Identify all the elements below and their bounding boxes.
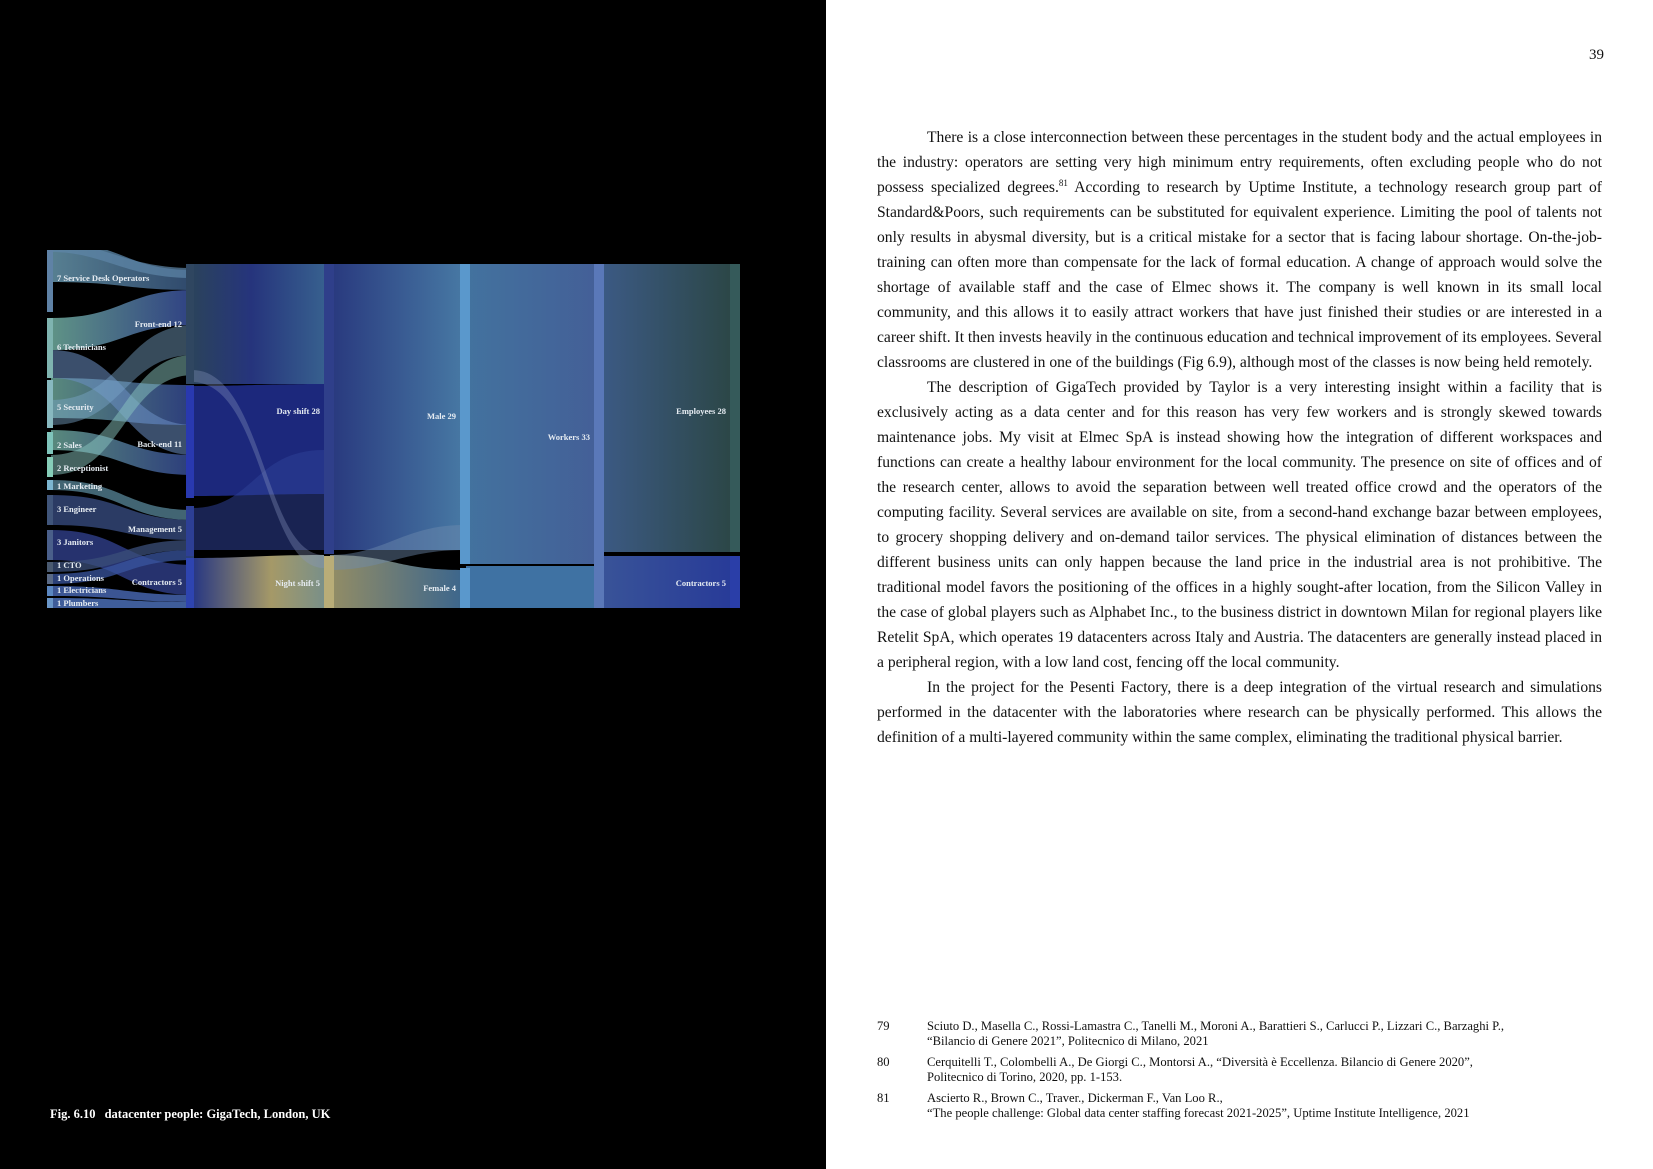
node-female — [460, 568, 470, 608]
footnote-line: “The people challenge: Global data center staffing forecast 2021-2025”, Uptime Institute Intelligence, 2021 — [927, 1106, 1470, 1120]
footnotes — [877, 1019, 1602, 1127]
label-security: 5 Security — [57, 402, 94, 412]
footnote-number: 79 — [877, 1019, 890, 1033]
sankey-diagram — [44, 250, 784, 650]
node-receptionist — [47, 457, 53, 477]
figure-caption — [50, 1107, 330, 1122]
node-cto — [47, 562, 53, 572]
node-contractors-dept — [186, 558, 194, 608]
label-employees: Employees 28 — [676, 406, 726, 416]
node-nightshift — [324, 556, 334, 608]
label-marketing: 1 Marketing — [57, 481, 103, 491]
label-contractors-dept: Contractors 5 — [131, 577, 182, 587]
footnote-text — [927, 1019, 1602, 1049]
node-service-desk — [47, 250, 53, 312]
node-contractors-final — [730, 556, 740, 608]
node-management — [186, 506, 194, 556]
paragraph-2: The description of GigaTech provided by Taylor is a very interesting insight within a facility that is exclusively acting as a data center and for this reason has very few workers and is strongly skewed towards maintenance jobs. My visit at Elmec SpA is instead showing how the integration of different workspaces and functions can create a healthy labour environment for the local community. The presence on site of offices and of the research center, allows to avoid the separation between well treated office crowd and the operators of the computing facility. Several services are available on site, from a second-hand exchange bazar between employees, to grocery shopping delivery and on-demand tailor services. The physical elimination of distances between the different business units can only happen because the land price in the industrial area is not prohibitive. The traditional model favors the positioning of the offices in a highly sought-after location, from the Silicon Valley in the case of global players such as Alphabet Inc., to the business district in downtown Milan for regional players like Retelit SpA, which operates 19 datacenters across Italy and Austria. The datacenters are generally instead placed in a peripheral region, with a low land cost, fencing off the local community. — [877, 379, 1602, 671]
footnote-ref-81[interactable]: 81 — [1058, 178, 1068, 188]
node-marketing — [47, 480, 53, 490]
label-service-desk: 7 Service Desk Operators — [57, 273, 150, 283]
label-cto: 1 CTO — [57, 560, 82, 570]
left-page — [0, 0, 826, 1169]
flow-female-workers — [466, 566, 596, 608]
right-page — [826, 0, 1653, 1169]
node-electricians — [47, 586, 53, 596]
paragraph-3: In the project for the Pesenti Factory, there is a deep integration of the virtual research and simulations performed in the datacenter with the laboratories where research can be physically performed. This allows the definition of a multi-layered community within the same complex, eliminating the traditional physical barrier. — [877, 679, 1602, 746]
paragraph-1-part-b: According to research by Uptime Institute, a technology research group part of Standard&Poors, such requirements can be substituted for equivalent experience. Limiting the pool of talents not only results in abysmal diversity, but is a critical mistake for a sector that is facing labour shortage. On-the-job-training can often more than compensate for the lack of formal education. A change of approach would solve the shortage of available staff and the case of Elmec shows it. The company is well known in its small local community, and this allows it to easily attract workers that have just finished their studies or are interested in a career shift. It then invests heavily in the continuous education and technical improvement of its employees. Several classrooms are clustered in one of the buildings (Fig 6.9), although most of the classes is now being held remotely. — [877, 179, 1603, 371]
flow-male-workers — [466, 264, 596, 564]
footnote-number: 80 — [877, 1055, 890, 1069]
label-electricians: 1 Electricians — [57, 585, 107, 595]
node-dayshift — [324, 264, 334, 554]
figure-caption-text: datacenter people: GigaTech, London, UK — [104, 1107, 331, 1121]
footnote — [877, 1055, 1602, 1085]
label-sales: 2 Sales — [57, 440, 82, 450]
label-receptionist: 2 Receptionist — [57, 463, 109, 473]
node-backend — [186, 386, 194, 498]
flow-frontend-dayshift — [192, 264, 324, 384]
label-technicians: 6 Technicians — [57, 342, 106, 352]
label-janitors: 3 Janitors — [57, 537, 94, 547]
node-workers — [594, 264, 604, 608]
label-plumbers: 1 Plumbers — [57, 598, 99, 608]
node-security — [47, 380, 53, 428]
node-plumbers — [47, 598, 53, 608]
label-management: Management 5 — [127, 524, 182, 534]
label-workers: Workers 33 — [547, 432, 590, 442]
node-employees — [730, 264, 740, 552]
body-text — [877, 125, 1602, 750]
node-male — [460, 264, 470, 564]
paragraph-1 — [877, 125, 1602, 375]
node-janitors — [47, 530, 53, 560]
page-number: 39 — [1589, 47, 1604, 63]
node-sales — [47, 432, 53, 454]
footnote-line: Sciuto D., Masella C., Rossi-Lamastra C., Tanelli M., Moroni A., Barattieri S., Carlucci P., Lizzari C., Barzaghi P., — [927, 1019, 1505, 1033]
label-contractors-final: Contractors 5 — [675, 578, 726, 588]
footnote-text — [927, 1055, 1602, 1085]
footnote — [877, 1019, 1602, 1049]
node-frontend — [186, 264, 194, 384]
footnote — [877, 1091, 1602, 1121]
node-engineer — [47, 495, 53, 525]
label-engineer: 3 Engineer — [57, 504, 97, 514]
label-female: Female 4 — [423, 583, 456, 593]
label-male: Male 29 — [426, 411, 456, 421]
footnote-number: 81 — [877, 1091, 890, 1105]
paragraph-1-part-a: There is a close interconnection between these percentages in the student body and the actual employees in the industry: operators are setting very high minimum entry requirements, often excluding people who do not possess specialized degrees. — [877, 129, 1602, 196]
label-frontend: Front-end 12 — [134, 319, 182, 329]
label-nightshift: Night shift 5 — [275, 578, 320, 588]
label-backend: Back-end 11 — [137, 439, 182, 449]
figure-number: Fig. 6.10 — [50, 1107, 96, 1121]
label-operations: 1 Operations — [57, 573, 104, 583]
node-operations — [47, 574, 53, 584]
footnote-line: Politecnico di Torino, 2020, pp. 1-153. — [927, 1070, 1123, 1084]
label-dayshift: Day shift 28 — [276, 406, 320, 416]
footnote-text — [927, 1091, 1602, 1121]
flow-dayshift-male — [330, 264, 464, 550]
node-technicians — [47, 318, 53, 378]
footnote-line: Ascierto R., Brown C., Traver., Dickerman F., Van Loo R., — [927, 1091, 1223, 1105]
footnote-line: Cerquitelli T., Colombelli A., De Giorgi C., Montorsi A., “Diversità è Eccellenza. Bilancio di Genere 2020”, — [927, 1055, 1473, 1069]
footnote-line: “Bilancio di Genere 2021”, Politecnico di Milano, 2021 — [927, 1034, 1209, 1048]
